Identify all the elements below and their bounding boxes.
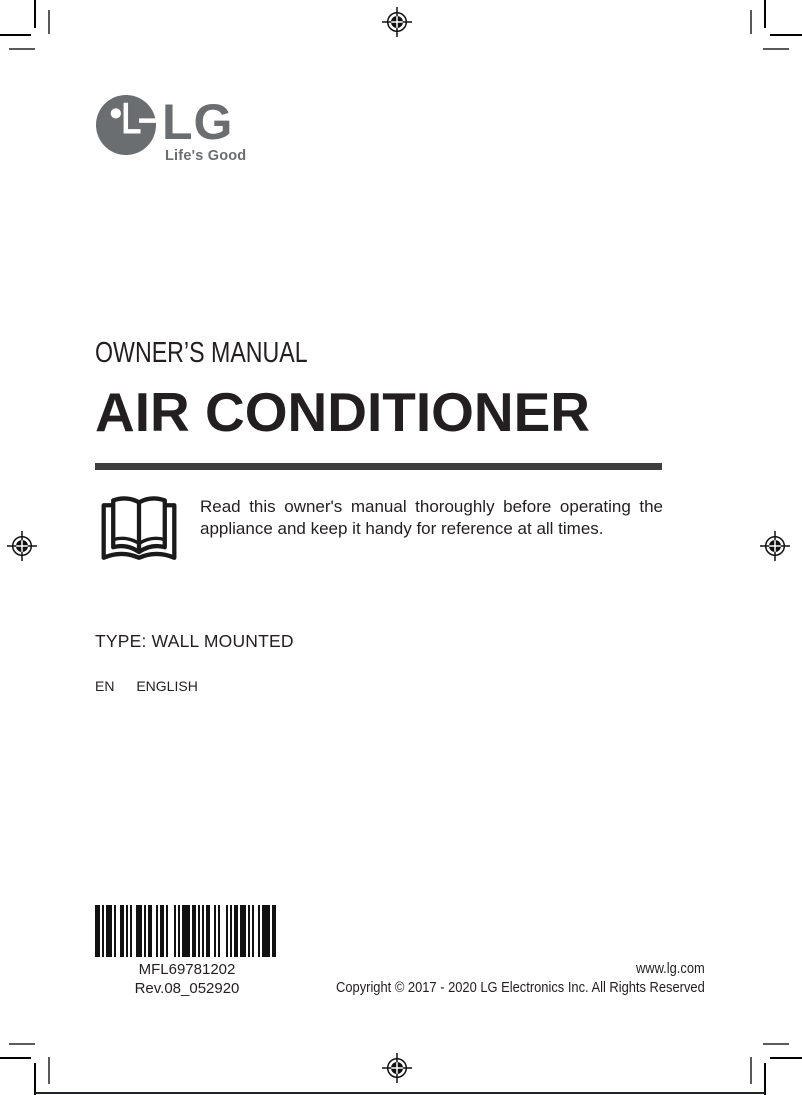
lg-face-icon	[95, 94, 157, 156]
crop-mark	[0, 1057, 31, 1059]
registration-target-icon	[382, 1053, 412, 1083]
crop-mark	[763, 48, 789, 50]
website-text: www.lg.com	[636, 960, 705, 977]
barcode	[95, 905, 276, 957]
footer	[336, 960, 705, 997]
registration-target-icon	[760, 531, 790, 561]
crop-mark	[34, 1063, 36, 1095]
read-notice	[200, 496, 663, 540]
read-notice-line: Read this owner's manual thoroughly before operating the	[200, 497, 663, 516]
crop-mark	[9, 1043, 35, 1045]
language-code: EN	[95, 678, 115, 694]
crop-mark	[48, 1057, 50, 1084]
registration-target-icon	[7, 531, 37, 561]
barcode-labels	[95, 961, 279, 998]
part-number: MFL69781202	[138, 961, 236, 978]
crop-mark	[750, 10, 752, 34]
lg-wordmark: LG	[162, 94, 234, 150]
crop-mark	[750, 1057, 752, 1084]
crop-mark	[9, 48, 35, 50]
lg-tagline: Life's Good	[165, 148, 247, 164]
title-rule	[95, 463, 662, 470]
registration-target-icon	[382, 7, 412, 37]
crop-mark	[34, 0, 36, 28]
crop-mark	[770, 1057, 802, 1059]
language-line	[95, 678, 198, 694]
type-label: TYPE: WALL MOUNTED	[95, 631, 294, 651]
crop-mark	[0, 34, 31, 36]
crop-mark	[763, 1043, 789, 1045]
crop-mark	[764, 0, 766, 28]
revision-number: Rev.08_052920	[134, 979, 240, 997]
copyright-text: Copyright © 2017 - 2020 LG Electronics Inc. All Rights Reserved	[336, 978, 705, 996]
crop-mark	[48, 10, 50, 34]
page-title: AIR CONDITIONER	[95, 381, 590, 443]
doc-type-heading: OWNER’S MANUAL	[95, 337, 308, 369]
read-notice-line: appliance and keep it handy for reference at all times.	[200, 519, 604, 538]
language-name: ENGLISH	[136, 678, 198, 694]
open-book-icon	[97, 491, 181, 571]
crop-mark	[770, 34, 802, 36]
crop-mark	[764, 1063, 766, 1095]
page-bottom-edge	[35, 1092, 765, 1094]
